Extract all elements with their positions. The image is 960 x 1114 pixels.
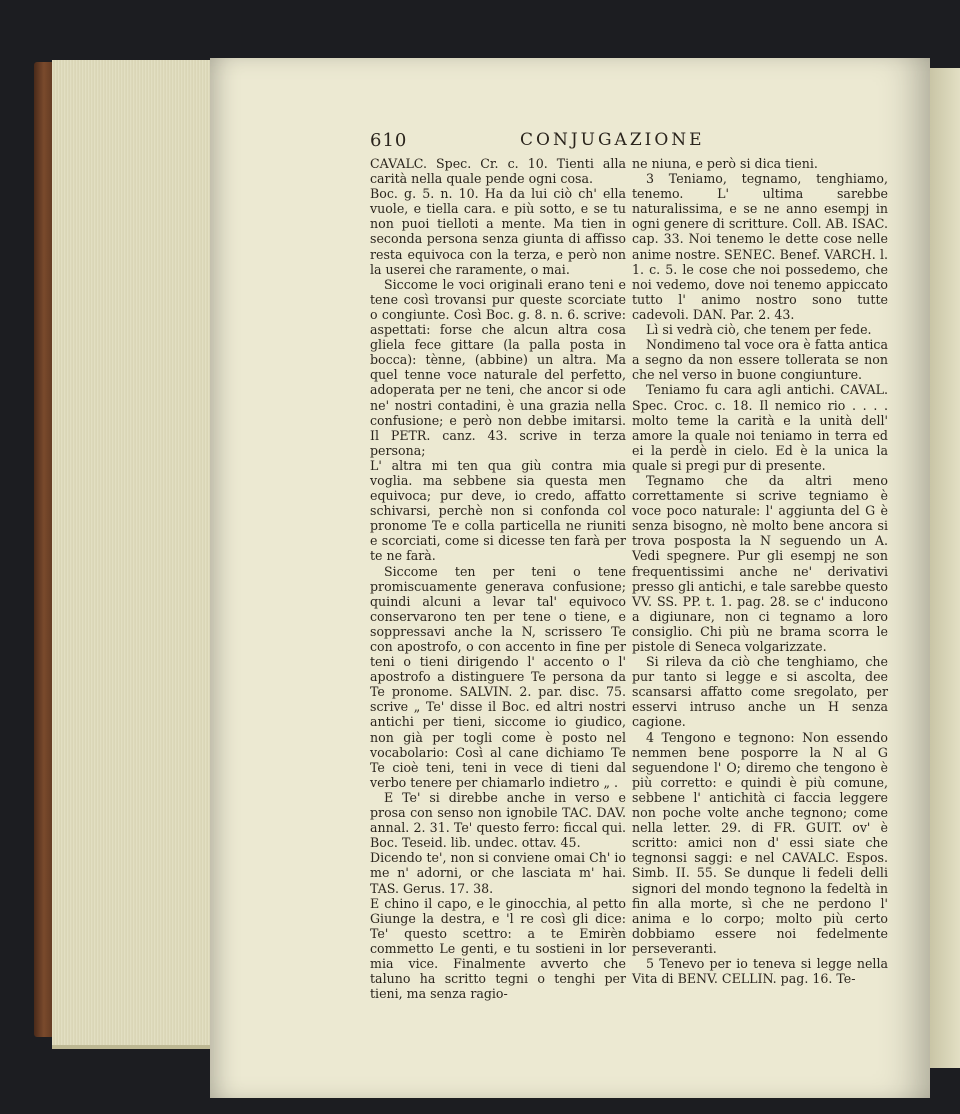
right-text-column xyxy=(632,156,888,986)
paragraph: E chino il capo, e le ginocchia, al petto Giunge la destra, e 'l re così gli dice: Te' questo scettro: a te Emirèn commetto Le genti, e tu sostieni in lor mia vice. Finalmente avverto che taluno ha scritto tegni o tenghi per tieni, ma senza ragio- xyxy=(370,895,626,1002)
paragraph: E Te' si direbbe anche in verso e prosa con senso non ignobile TAC. DAV. annal. 2. 31. Te' questo ferro: ficcal qui. Boc. Teseid. lib. undec. ottav. 45. xyxy=(370,789,626,851)
paragraph: Siccome ten per teni o tene promiscuamente generava confusione; quindi alcuni a levar tal' equivoco conservarono ten per tene o tiene, e soppressavi anche la N, scrissero Te con apostrofo, o con accento in fine per teni o tieni dirigendo l' accento o l' apostrofo a distinguere Te persona da Te pronome. SALVIN. 2. par. disc. 75. scrive „ Te' disse il Boc. ed altri nostri antichi per tieni, siccome io giudico, non già per togli come è posto nel vocabolario: Così al cane dichiamo Te Te cioè teni, teni in vece di tieni dal verbo tenere per chiamarlo indietro „ . xyxy=(370,563,626,790)
paragraph: Siccome le voci originali erano teni e tene così trovansi pur queste scorciate o congiunte. Così Boc. g. 8. n. 6. scrive: aspettati: forse che alcun altra cosa gliela fece gittare (la palla posta in bocca): tènne, (abbine) un altra. Ma quel tenne voce naturale del perfetto, adoperata per ne teni, che ancor si ode ne' nostri contadini, è una grazia nella confusione; e però non debbe imitarsi. Il PETR. canz. 43. scrive in terza persona; xyxy=(370,276,626,458)
page-number: 610 xyxy=(370,130,408,151)
running-title: CONJUGAZIONE xyxy=(520,130,705,150)
paragraph: 3 Teniamo, tegnamo, tenghiamo, tenemo. L' ultima sarebbe naturalissima, e se ne anno esempj in ogni genere di scritture. Coll. AB. ISAC. cap. 33. Noi tenemo le dette cose nelle anime nostre. SENEC. Benef. VARCH. l. 1. c. 5. le cose che noi possedemo, che noi vedemo, dove noi tenemo appiccato tutto l' animo nostro sono tutte cadevoli. DAN. Par. 2. 43. xyxy=(632,171,888,322)
paragraph: 5 Tenevo per io teneva si legge nella Vita di BENV. CELLIN. pag. 16. Te- xyxy=(632,955,888,987)
page-text xyxy=(370,130,890,1002)
page-edges xyxy=(52,60,214,1049)
paragraph: Nondimeno tal voce ora è fatta antica a segno da non essere tollerata se non che nel verso in buone congiunture. xyxy=(632,337,888,383)
paragraph: Teniamo fu cara agli antichi. CAVAL. Spec. Croc. c. 18. Il nemico rio . . . . molto teme la carità e la unità dell' amore la quale noi teniamo in terra ed ei la perdè in cielo. Ed è la unica la quale si pregi pur di presente. xyxy=(632,382,888,473)
paragraph: Boc. g. 5. n. 10. Ha da lui ciò ch' ella vuole, e tiella cara. e più sotto, e se tu non puoi tielloti a mente. Ma tien in seconda persona senza giunta di affisso resta equivoca con la terza, e però non la userei che raramente, o mai. xyxy=(370,186,626,277)
paragraph: Dicendo te', non si conviene omai Ch' io me n' adorni, or che lasciata m' hai. TAS. Gerus. 17. 38. xyxy=(370,850,626,896)
paragraph: Lì si vedrà ciò, che tenem per fede. xyxy=(646,322,872,338)
paragraph: ne niuna, e però si dica tieni. xyxy=(632,156,818,171)
paragraph: 4 Tengono e tegnono: Non essendo nemmen bene posporre la N al G seguendone l' O; diremo che tengono è più corretto: e quindi è più comune, sebbene l' antichità ci faccia leggere non poche volte anche tegnono; come nella letter. 29. di FR. GUIT. ov' è scritto: amici non d' essi siate che tegnonsi saggi: e nel CAVALC. Espos. Simb. II. 55. Se dunque li fedeli delli signori del mondo tegnono la fedeltà in fin alla morte, sì che ne perdono l' anima e lo corpo; molto più certo dobbiamo essere noi fedelmente perseveranti. xyxy=(632,729,888,956)
paragraph: Si rileva da ciò che tenghiamo, che pur tanto si legge e si ascolta, dee scansarsi affatto come sregolato, per esservi intruso anche un H senza cagione. xyxy=(632,654,888,730)
paragraph: CAVALC. Spec. Cr. c. 10. Tienti alla carità nella quale pende ogni cosa. xyxy=(370,156,626,187)
page-header xyxy=(370,130,890,152)
paragraph: Tegnamo che da altri meno correttamente si scrive tegniamo è voce poco naturale: l' aggiunta del G è senza bisogno, nè molto bene ancora si trova posposta la N seguendo un A. Vedi spegnere. Pur gli esempj ne son frequentissimi anche ne' derivativi presso gli antichi, e tale sarebbe questo VV. SS. PP. t. 1. pag. 28. se c' inducono a digiunare, non ci tegnamo a loro consiglio. Chi più ne brama scorra le pistole di Seneca volgarizzate. xyxy=(632,472,888,654)
left-text-column xyxy=(370,156,626,1001)
right-page-edge xyxy=(930,68,960,1068)
paragraph: L' altra mi ten qua giù contra mia voglia. ma sebbene sia questa men equivoca; pur deve, io credo, affatto schivarsi, perchè non si confonda col pronome Te e colla particella ne riuniti e scorciati, come si dicesse ten farà per te ne farà. xyxy=(370,457,626,564)
